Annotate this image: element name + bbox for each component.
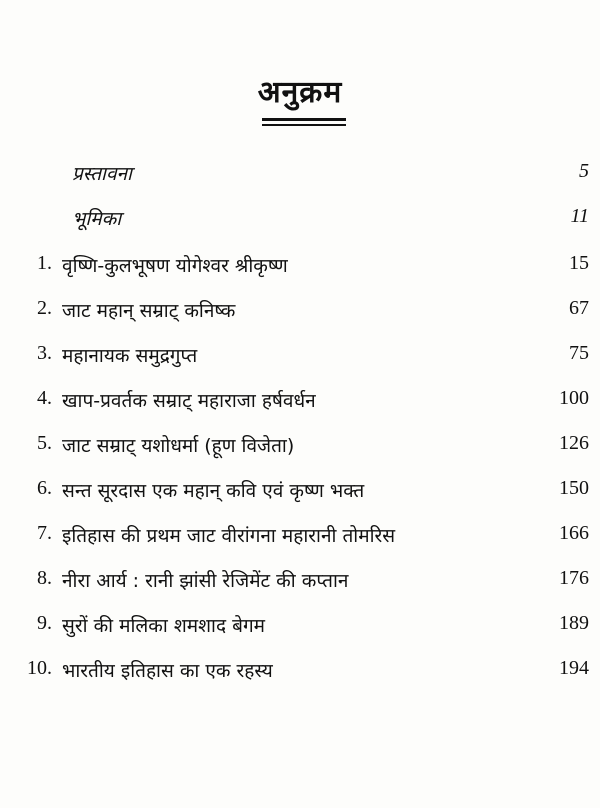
entry-number: 3. (37, 342, 52, 364)
entry-title: इतिहास की प्रथम जाट वीरांगना महारानी तोमरिस (62, 525, 396, 547)
entry-title: महानायक समुद्रगुप्त (62, 345, 198, 367)
entry-page: 166 (559, 522, 589, 544)
entry-number: 9. (37, 612, 52, 634)
toc-entry-7 (0, 522, 600, 562)
entry-title: खाप-प्रवर्तक सम्राट् महाराजा हर्षवर्धन (62, 390, 316, 412)
title-underline-top (262, 118, 346, 121)
toc-entry-9 (0, 612, 600, 652)
toc-entry-1 (0, 252, 600, 292)
toc-entry-4 (0, 387, 600, 427)
entry-title: नीरा आर्य : रानी झांसी रेजिमेंट की कप्तान (62, 570, 349, 592)
toc-entry-introduction (0, 205, 600, 245)
entry-page: 126 (559, 432, 589, 454)
entry-page: 150 (559, 477, 589, 499)
entry-page: 100 (559, 387, 589, 409)
toc-entry-3 (0, 342, 600, 382)
entry-title: भूमिका (72, 208, 122, 230)
entry-number: 6. (37, 477, 52, 499)
entry-number: 8. (37, 567, 52, 589)
entry-number: 2. (37, 297, 52, 319)
title-underline-bottom (262, 124, 346, 126)
toc-entry-10 (0, 657, 600, 697)
entry-page: 11 (570, 205, 589, 227)
entry-title: वृष्णि-कुलभूषण योगेश्वर श्रीकृष्ण (62, 255, 288, 277)
toc-entry-preface (0, 160, 600, 200)
entry-number: 10. (27, 657, 52, 679)
toc-entry-8 (0, 567, 600, 607)
entry-title: सन्त सूरदास एक महान् कवि एवं कृष्ण भक्त (62, 480, 365, 502)
entry-page: 75 (569, 342, 589, 364)
entry-number: 4. (37, 387, 52, 409)
entry-page: 5 (579, 160, 589, 182)
entry-page: 194 (559, 657, 589, 679)
toc-entry-5 (0, 432, 600, 472)
entry-title: प्रस्तावना (72, 163, 132, 185)
entry-page: 67 (569, 297, 589, 319)
entry-page: 189 (559, 612, 589, 634)
toc-entry-2 (0, 297, 600, 337)
entry-page: 15 (569, 252, 589, 274)
entry-title: सुरों की मलिका शमशाद बेगम (62, 615, 266, 637)
entry-title: जाट सम्राट् यशोधर्मा (हूण विजेता) (62, 435, 295, 457)
entry-title: भारतीय इतिहास का एक रहस्य (62, 660, 273, 682)
entry-number: 1. (37, 252, 52, 274)
entry-title: जाट महान् सम्राट् कनिष्क (62, 300, 236, 322)
entry-number: 7. (37, 522, 52, 544)
page-title: अनुक्रम (257, 75, 343, 110)
entry-page: 176 (559, 567, 589, 589)
entry-number: 5. (37, 432, 52, 454)
toc-entry-6 (0, 477, 600, 517)
